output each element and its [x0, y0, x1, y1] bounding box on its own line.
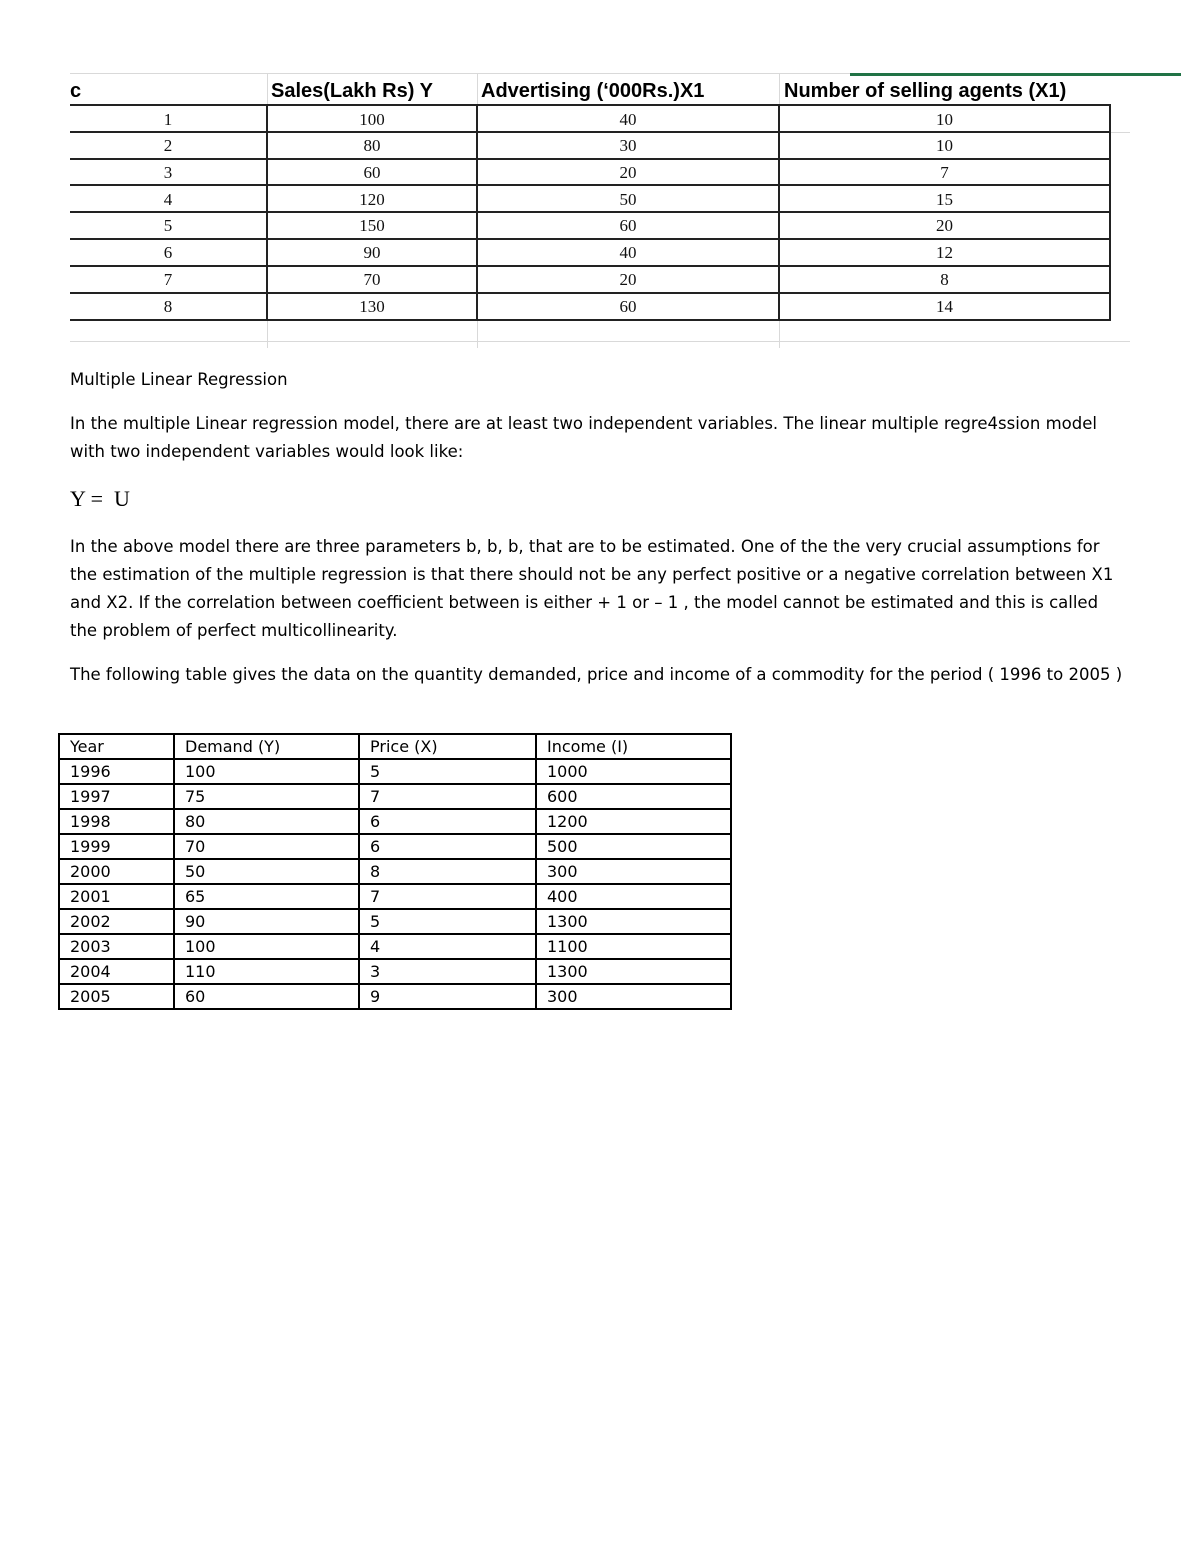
price-cell: 7 — [359, 884, 536, 909]
sales-cell: 40 — [619, 243, 637, 262]
grid-line — [70, 341, 1130, 342]
sales-cell: 50 — [619, 190, 637, 209]
year-cell: 2000 — [59, 859, 174, 884]
income-cell: 300 — [536, 859, 731, 884]
sales-cell: 15 — [936, 190, 953, 209]
sales-cell: 100 — [359, 110, 385, 129]
price-cell: 6 — [359, 834, 536, 859]
year-cell: 1999 — [59, 834, 174, 859]
year-cell: 2005 — [59, 984, 174, 1009]
sales-cell: 150 — [359, 216, 385, 235]
table-header-row — [59, 734, 731, 759]
income-cell: 1000 — [536, 759, 731, 784]
sales-cell: 7 — [163, 270, 173, 289]
sales-cell: 60 — [619, 216, 637, 235]
header-year: Year — [59, 734, 174, 759]
sales-cell: 60 — [619, 297, 637, 316]
table-row — [59, 984, 731, 1009]
income-cell: 1200 — [536, 809, 731, 834]
price-cell: 8 — [359, 859, 536, 884]
price-cell: 4 — [359, 934, 536, 959]
section-heading: Multiple Linear Regression — [70, 370, 288, 389]
sales-cell: 4 — [163, 190, 173, 209]
paragraph-intro: In the multiple Linear regression model, there are at least two independent variables. The linear multiple regre4ssion model with two independent variables would look like: — [70, 414, 1097, 461]
income-cell: 1300 — [536, 909, 731, 934]
demand-cell: 50 — [174, 859, 359, 884]
sales-cell: 1 — [163, 110, 173, 129]
income-cell: 1100 — [536, 934, 731, 959]
sales-cell: 60 — [363, 163, 381, 182]
price-cell: 5 — [359, 759, 536, 784]
income-cell: 400 — [536, 884, 731, 909]
sales-cell: 20 — [936, 216, 953, 235]
price-cell: 3 — [359, 959, 536, 984]
sales-cell: 10 — [936, 110, 953, 129]
demand-cell: 75 — [174, 784, 359, 809]
table-row — [59, 784, 731, 809]
sales-spreadsheet — [70, 73, 1130, 348]
sales-cell: 10 — [936, 136, 953, 155]
sales-cell: 80 — [363, 136, 381, 155]
header-income: Income (I) — [536, 734, 731, 759]
year-cell: 2002 — [59, 909, 174, 934]
table-row — [59, 934, 731, 959]
sales-cell: 40 — [619, 110, 637, 129]
year-cell: 1997 — [59, 784, 174, 809]
sales-cell: 20 — [619, 163, 637, 182]
demand-cell: 90 — [174, 909, 359, 934]
sales-cell: 8 — [163, 297, 173, 316]
table-row — [59, 959, 731, 984]
sales-cell: 8 — [940, 270, 949, 289]
demand-cell: 100 — [174, 934, 359, 959]
year-cell: 2001 — [59, 884, 174, 909]
demand-cell: 100 — [174, 759, 359, 784]
paragraph-table-intro: The following table gives the data on the quantity demanded, price and income of a commodity for the period ( 1996 to 2005 ) — [70, 665, 1123, 684]
table-row — [59, 859, 731, 884]
column-border — [1109, 104, 1111, 321]
price-cell: 7 — [359, 784, 536, 809]
income-cell: 1300 — [536, 959, 731, 984]
price-cell: 6 — [359, 809, 536, 834]
price-cell: 5 — [359, 909, 536, 934]
sales-cell: 12 — [936, 243, 953, 262]
sales-cell: 130 — [359, 297, 385, 316]
header-selling-agents: Number of selling agents (X1) — [784, 80, 1067, 102]
price-cell: 9 — [359, 984, 536, 1009]
table-row — [59, 834, 731, 859]
header-price: Price (X) — [359, 734, 536, 759]
sales-cell: 120 — [359, 190, 385, 209]
sales-cell: 5 — [163, 216, 173, 235]
table-row — [59, 759, 731, 784]
income-cell: 300 — [536, 984, 731, 1009]
paragraph-assumptions: In the above model there are three parameters b, b, b, that are to be estimated. One of the the very crucial assumptions for the estimation of the multiple regression is that there should not be any perfect positive or a negative correlation between X1 and X2. If the correlation between coefficient between is either + 1 or – 1 , the model cannot be estimated and this is called the problem of perfect multicollinearity. — [70, 537, 1114, 640]
selected-cell-indicator — [850, 73, 1181, 76]
income-cell: 500 — [536, 834, 731, 859]
sales-cell: 6 — [163, 243, 173, 262]
demand-cell: 65 — [174, 884, 359, 909]
year-cell: 2004 — [59, 959, 174, 984]
sales-cell: 90 — [363, 243, 381, 262]
sales-cell: 7 — [940, 163, 949, 182]
header-c: c — [70, 80, 82, 102]
sales-cell: 2 — [163, 136, 173, 155]
header-advertising: Advertising (‘000Rs.)X1 — [481, 80, 705, 102]
year-cell: 2003 — [59, 934, 174, 959]
header-sales: Sales(Lakh Rs) Y — [271, 80, 433, 102]
demand-cell: 110 — [174, 959, 359, 984]
year-cell: 1996 — [59, 759, 174, 784]
table-row — [59, 909, 731, 934]
sales-cell: 70 — [363, 270, 381, 289]
sales-cell: 20 — [619, 270, 637, 289]
table-row — [59, 809, 731, 834]
income-cell: 600 — [536, 784, 731, 809]
demand-cell: 80 — [174, 809, 359, 834]
sales-cell: 30 — [619, 136, 637, 155]
year-cell: 1998 — [59, 809, 174, 834]
demand-table — [58, 733, 732, 1010]
demand-cell: 70 — [174, 834, 359, 859]
demand-cell: 60 — [174, 984, 359, 1009]
regression-equation: Y = U — [70, 486, 130, 511]
header-demand: Demand (Y) — [174, 734, 359, 759]
grid-line — [1110, 132, 1130, 133]
sales-cell: 14 — [936, 297, 953, 316]
sales-cell: 3 — [163, 163, 173, 182]
table-row — [59, 884, 731, 909]
